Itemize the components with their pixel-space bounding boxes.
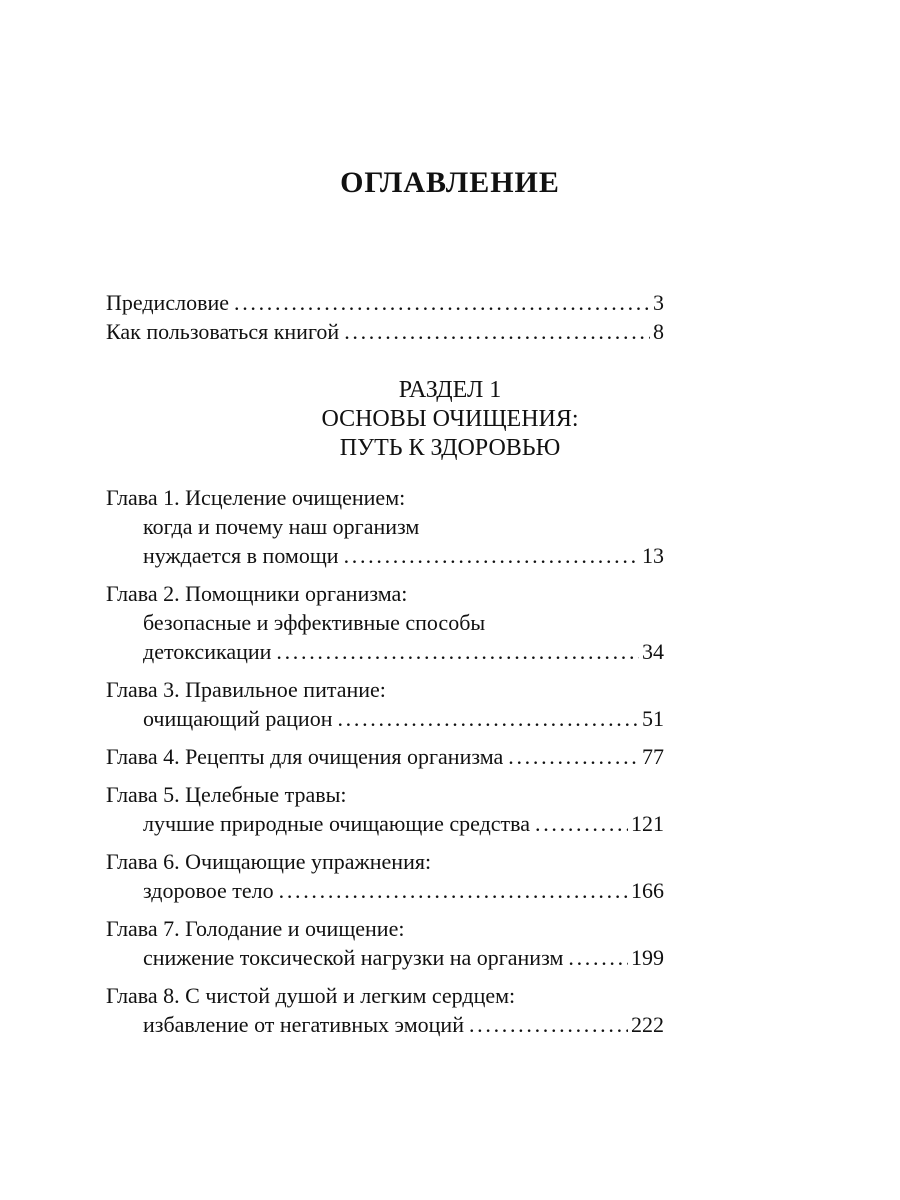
chapter-title: Глава 6. Очищающие упражнения: [106,849,432,874]
chapter-subtitle: нуждается в помощи [143,543,339,568]
toc-entry-chapter-8[interactable] [106,981,664,1039]
section-name-line-1: ОСНОВЫ ОЧИЩЕНИЯ: [321,406,579,432]
toc-entry-preface[interactable] [106,288,664,317]
chapter-subtitle: снижение токсической нагрузки на организм [143,945,564,970]
toc-entry-title: Как пользоваться книгой [106,319,340,344]
chapter-subtitle: лучшие природные очищающие средства [143,811,531,836]
toc-line [106,483,664,512]
chapter-title: Глава 4. Рецепты для очищения организма [106,744,504,769]
dot-leader [568,943,628,972]
chapter-subtitle: здоровое тело [143,878,274,903]
dot-leader [508,742,639,771]
dot-leader [535,809,628,838]
toc-page-number: 166 [631,878,664,903]
toc-line [106,512,664,541]
page-title: ОГЛАВЛЕНИЕ [340,166,560,199]
section-label: РАЗДЕЛ 1 [398,377,502,403]
toc-page-number: 13 [642,543,664,568]
toc-line [106,981,664,1010]
chapter-subtitle: избавление от негативных эмоций [143,1012,464,1037]
toc-line [106,608,664,637]
section-heading [0,376,900,463]
dot-leader [469,1010,628,1039]
dot-leader [279,876,628,905]
dot-leader [344,541,639,570]
toc-entry-chapter-5[interactable] [106,780,664,838]
toc-entry-chapter-7[interactable] [106,914,664,972]
section-name-line-2: ПУТЬ К ЗДОРОВЬЮ [339,435,561,461]
toc-line [106,704,664,733]
toc-line [106,943,664,972]
chapter-subtitle: очищающий рацион [143,706,333,731]
toc-page-number: 8 [653,319,664,344]
chapter-subtitle: безопасные и эффективные способы [143,610,486,635]
toc-line [106,780,664,809]
toc-entry-chapter-3[interactable] [106,675,664,733]
toc-line [106,809,664,838]
toc-page-number: 34 [642,639,664,664]
dot-leader [276,637,639,666]
toc-page-number: 77 [642,744,664,769]
chapter-title: Глава 1. Исцеление очищением: [106,485,406,510]
chapter-title: Глава 3. Правильное питание: [106,677,386,702]
toc-page-number: 199 [631,945,664,970]
dot-leader [344,317,650,346]
toc-page-number: 222 [631,1012,664,1037]
toc-line [106,847,664,876]
toc-line [106,914,664,943]
dot-leader [337,704,639,733]
toc-line [106,579,664,608]
dot-leader [234,288,650,317]
chapter-list [106,483,664,1048]
toc-line [106,742,664,771]
toc-page-number: 51 [642,706,664,731]
chapter-title: Глава 7. Голодание и очищение: [106,916,405,941]
toc-line [106,541,664,570]
toc-page-number: 121 [631,811,664,836]
toc-page-number: 3 [653,290,664,315]
toc-entry-how-to-use[interactable] [106,317,664,346]
toc-line [106,876,664,905]
chapter-subtitle: детоксикации [143,639,272,664]
toc-line [106,637,664,666]
toc-entry-chapter-4[interactable] [106,742,664,771]
toc-entry-title: Предисловие [106,290,229,315]
toc-line [106,1010,664,1039]
chapter-title: Глава 5. Целебные травы: [106,782,347,807]
chapter-title: Глава 8. С чистой душой и легким сердцем: [106,983,516,1008]
chapter-title: Глава 2. Помощники организма: [106,581,408,606]
chapter-subtitle: когда и почему наш организм [143,514,420,539]
toc-line [106,675,664,704]
front-matter-list [106,288,664,346]
toc-entry-chapter-2[interactable] [106,579,664,666]
toc-entry-chapter-1[interactable] [106,483,664,570]
toc-entry-chapter-6[interactable] [106,847,664,905]
